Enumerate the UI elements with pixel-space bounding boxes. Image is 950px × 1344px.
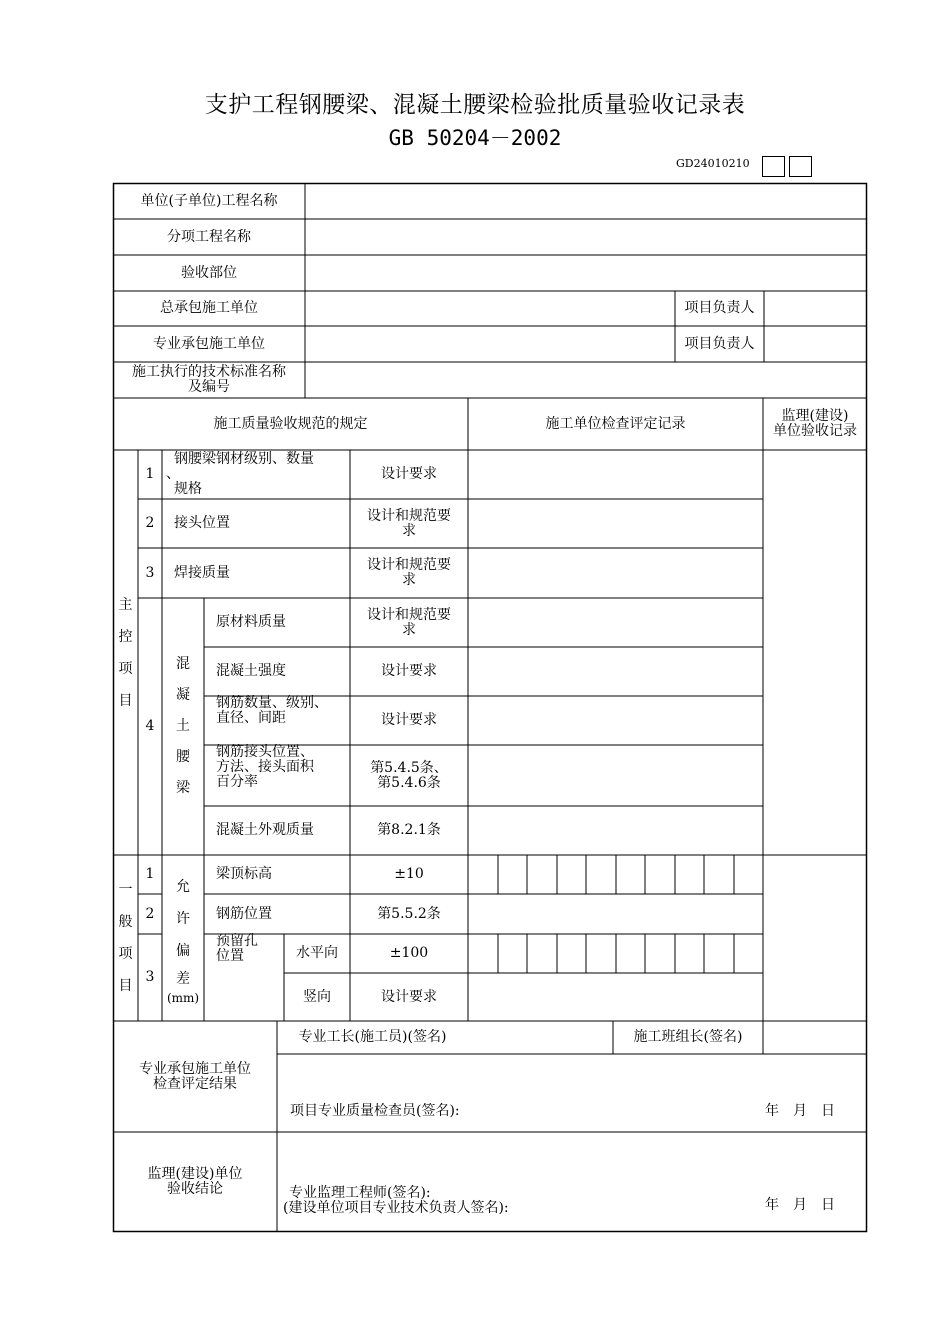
field-location[interactable]: [305, 255, 867, 291]
tol-unit: (mm): [166, 991, 200, 1005]
inspector-label: 项目专业质量检查员(签名):: [290, 1102, 460, 1119]
mc-char: 控: [118, 628, 133, 645]
gen-item-name: 梁顶标高: [216, 866, 272, 882]
req-line2: 第5.4.6条: [377, 774, 441, 791]
name-line1: 钢筋接头位置、: [216, 744, 314, 760]
engineer-line1: 专业监理工程师(签名):: [289, 1185, 431, 1201]
field-project-manager[interactable]: [764, 291, 867, 326]
label-tech-standard: [113, 362, 305, 398]
label-sub-project: 分项工程名称: [167, 228, 251, 245]
gen-char: 目: [118, 978, 133, 994]
tol-char: 偏: [176, 943, 190, 959]
gen-item-req: 第5.5.2条: [377, 905, 441, 922]
req-line1: 设计和规范要: [367, 606, 451, 623]
check-result-line1: 专业承包施工单位: [139, 1060, 251, 1077]
concrete-item-req: 第8.2.1条: [377, 822, 441, 838]
req-line1: 第5.4.5条、: [370, 759, 448, 776]
req-line1: 设计和规范要: [367, 557, 451, 573]
name-line3: 百分率: [216, 774, 258, 790]
concrete-item-name: 混凝土强度: [216, 663, 286, 679]
name-line1: 钢筋数量、级别、: [216, 695, 328, 711]
tol-char: 许: [176, 911, 190, 927]
beam-char: 梁: [176, 780, 190, 796]
col-supervision-line2: 单位验收记录: [773, 423, 857, 439]
req-line2: 求: [402, 522, 416, 539]
conclusion-label: [113, 1132, 277, 1231]
gen-item-name: [204, 934, 288, 1021]
req-line1: 设计和规范要: [367, 507, 451, 524]
form-title: 支护工程钢腰梁、混凝土腰梁检验批质量验收记录表: [204, 92, 746, 118]
gen-item-no: 1: [145, 866, 155, 882]
gen-item-req: ±100: [389, 945, 429, 961]
gen-char: 一: [118, 882, 133, 898]
concrete-beam-label: [162, 598, 204, 855]
name-line2: 位置: [216, 948, 244, 964]
tol-char: 允: [176, 879, 190, 895]
item-name: [162, 450, 346, 499]
engineer-label: [277, 1186, 603, 1226]
concrete-item-name: [204, 696, 354, 745]
concrete-item-req: 设计要求: [381, 712, 437, 728]
concrete-item-name: [204, 745, 354, 806]
mc-char: 目: [118, 692, 133, 709]
item-name-line1: 钢腰梁钢材级别、数量: [174, 451, 314, 467]
concrete-item-name: 原材料质量: [216, 614, 286, 630]
standard-code: GB 50204－2002: [388, 126, 562, 150]
engineer-line2: (建设单位项目专业技术负责人签名):: [283, 1200, 509, 1216]
item-name-line3: 规格: [174, 481, 202, 497]
check-result-label: [113, 1021, 277, 1132]
date-1: 年 月 日: [765, 1102, 835, 1119]
tech-standard-line2: 及编号: [188, 379, 230, 395]
label-sub-contractor: 专业承包施工单位: [153, 335, 265, 352]
beam-char: 腰: [176, 749, 190, 765]
beam-char: 混: [176, 656, 190, 672]
name-line2: 直径、间距: [216, 710, 286, 726]
mc-char: 项: [118, 660, 133, 677]
item-name: 接头位置: [174, 515, 230, 531]
col-supervision: [763, 398, 867, 450]
label-location: 验收部位: [181, 264, 237, 281]
gen-item-no: 3: [145, 969, 155, 985]
req-line2: 求: [402, 572, 416, 588]
name-line2: 方法、接头面积: [216, 759, 314, 775]
field-sub-project[interactable]: [305, 219, 867, 255]
item-name-line2: 、: [166, 466, 180, 482]
general-label: [113, 855, 138, 1021]
check-result-line2: 检查评定结果: [153, 1075, 237, 1092]
label-sub-manager: 项目负责人: [684, 335, 755, 352]
name-line1: 预留孔: [216, 933, 258, 949]
foreman-signature[interactable]: [468, 1021, 613, 1054]
col-spec: 施工质量验收规范的规定: [213, 415, 368, 432]
conclusion-line1: 监理(建设)单位: [147, 1165, 243, 1182]
gen-char: 般: [118, 914, 133, 930]
item-req: [350, 499, 468, 548]
field-tech-standard[interactable]: [305, 362, 867, 398]
item-req: 设计要求: [381, 466, 437, 482]
concrete-item-req: [350, 598, 468, 647]
gen-item-name: 钢筋位置: [216, 905, 272, 922]
item-no: 1: [145, 466, 155, 482]
col-supervision-line1: 监理(建设): [781, 408, 849, 424]
concrete-item-req: [350, 745, 468, 806]
main-control-label: [113, 450, 138, 855]
item-name: 焊接质量: [174, 564, 230, 581]
gen-item-req: 设计要求: [381, 988, 437, 1005]
beam-char: 凝: [176, 687, 190, 703]
form-code: GD24010210: [676, 157, 750, 170]
gen-sub-horizontal: 水平向: [296, 945, 338, 961]
gen-item-no: 2: [145, 905, 155, 922]
item-no: 3: [145, 564, 155, 581]
tech-standard-line1: 施工执行的技术标准名称: [132, 364, 286, 380]
team-leader-label: 施工班组长(签名): [633, 1029, 743, 1045]
gen-sub-vertical: 竖向: [303, 988, 331, 1005]
team-leader-signature[interactable]: [763, 1021, 867, 1054]
mc-char: 主: [118, 596, 133, 613]
field-project-name[interactable]: [305, 183, 867, 219]
field-general-contractor[interactable]: [305, 291, 675, 326]
gen-char: 项: [118, 946, 133, 962]
req-line2: 求: [402, 621, 416, 638]
label-project-manager: 项目负责人: [684, 300, 755, 316]
beam-char: 土: [176, 718, 190, 734]
label-project-name: 单位(子单位)工程名称: [140, 192, 278, 209]
field-sub-manager[interactable]: [764, 326, 867, 362]
item-no: 4: [145, 718, 155, 734]
foreman-label: 专业工长(施工员)(签名): [298, 1029, 447, 1045]
item-no: 2: [145, 515, 155, 531]
item-req: [350, 548, 468, 598]
tolerance-label: [162, 855, 204, 1021]
gen-item-req: ±10: [394, 866, 424, 882]
tol-char: 差: [176, 971, 190, 987]
conclusion-line2: 验收结论: [167, 1180, 223, 1197]
col-record: 施工单位检查评定记录: [545, 415, 686, 432]
label-general-contractor: 总承包施工单位: [160, 300, 258, 316]
field-sub-contractor[interactable]: [305, 326, 675, 362]
date-2: 年 月 日: [765, 1196, 835, 1213]
concrete-item-name: 混凝土外观质量: [216, 822, 314, 838]
concrete-item-req: 设计要求: [381, 663, 437, 679]
